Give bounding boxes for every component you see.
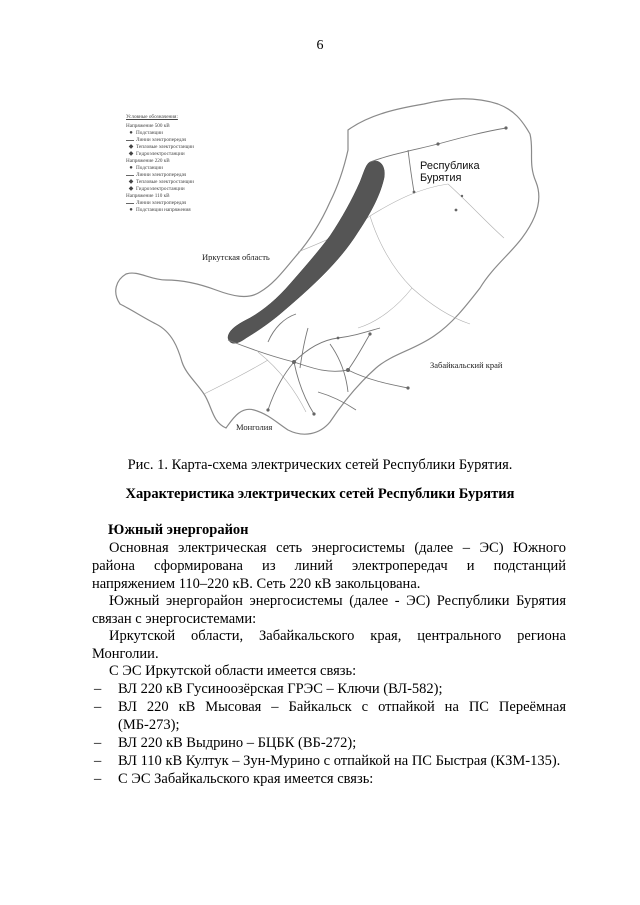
list-item-text: ВЛ 220 кВ Выдрино – БЦБК (ВБ-272); [118,735,357,751]
paragraph-line: Монголии. [92,646,159,662]
district-border [370,216,470,324]
paragraph-line: напряжением 110–220 кВ. Сеть 220 кВ закольцована. [92,576,421,592]
label-zabaikal: Забайкальский край [430,360,503,370]
list-item-text: С ЭС Забайкальского края имеется связь: [118,771,374,787]
section-heading: Характеристика электрических сетей Республики Бурятия [125,486,515,502]
district-border [358,288,412,328]
subheading: Южный энергорайон [108,522,249,538]
list-item [92,770,566,788]
line-symbol-icon [126,140,134,141]
paragraph-2 [92,592,566,628]
substation-symbol-icon: ● [129,130,133,136]
label-buryatia [420,160,480,184]
dash-marker: – [94,681,102,697]
legend-group-header: Напряжение 500 кВ [126,123,170,129]
paragraph-3 [92,627,566,663]
legend-item: Подстанции напряжения [136,207,191,213]
legend-title: Условные обозначения: [126,114,178,120]
label-irkutsk: Иркутская область [202,252,270,262]
legend-item: Подстанции [136,130,163,136]
list-item [92,698,566,734]
list-item-text: ВЛ 220 кВ Гусиноозёрская ГРЭС – Ключи (ВЛ-582); [118,681,443,697]
legend-item: Линии электропередач [136,137,187,143]
district-border [204,360,268,394]
substation-symbol-icon: ● [129,207,133,213]
bullet-list [92,680,566,788]
map-legend [126,114,246,214]
legend-item: Тепловые электростанции [136,179,194,185]
thermal-plant-icon: ◆ [128,179,134,185]
paragraph-line: Южный энергорайон энергосистемы (далее - ЭС) Республики Бурятия [109,593,566,609]
list-item-text: ВЛ 220 кВ Мысовая – Байкальск с отпайкой на ПС Переёмная (МБ-273); [118,699,566,733]
page-number: 6 [316,38,324,53]
legend-item: Подстанции [136,165,163,171]
hydro-plant-icon: ◆ [128,186,134,192]
paragraph-line: Основная электрическая сеть энергосистемы (далее – ЭС) Южного [109,540,566,556]
thermal-plant-icon: ◆ [128,144,134,150]
hydro-plant-icon: ◆ [128,151,134,157]
label-buryatia-line2: Бурятия [420,172,462,184]
list-item [92,680,566,698]
substation-symbol-icon: ● [129,165,133,171]
list-item [92,752,566,770]
label-mongolia: Монголия [236,422,273,432]
paragraph-line: связан с энергосистемами: [92,611,257,627]
dash-marker: – [94,753,102,769]
label-buryatia-line1: Республика [420,160,480,172]
list-item-text: ВЛ 110 кВ Култук – Зун-Мурино с отпайкой на ПС Быстрая (КЗМ-135). [118,753,561,769]
dash-marker: – [94,699,102,715]
paragraph-line: района сформирована из линий электропередач и подстанций [92,558,566,574]
line-symbol-icon [126,203,134,204]
dash-marker: – [94,735,102,751]
list-item [92,734,566,752]
legend-item: Линии электропередач [136,200,187,206]
legend-item: Гидроэлектростанции [136,151,185,157]
figure-caption: Рис. 1. Карта-схема электрических сетей Республики Бурятия. [127,457,513,473]
legend-item: Линии электропередач [136,172,187,178]
paragraph-4: С ЭС Иркутской области имеется связь: [109,663,357,679]
dash-marker: – [94,771,102,787]
legend-group-header: Напряжение 220 кВ [126,158,170,164]
legend-group-header: Напряжение 110 кВ [126,193,170,199]
map-figure [108,92,548,444]
legend-item: Тепловые электростанции [136,144,194,150]
line-symbol-icon [126,175,134,176]
paragraph-1 [92,539,566,593]
paragraph-line: Иркутской области, Забайкальского края, центрального региона [109,628,566,644]
legend-item: Гидроэлектростанции [136,186,185,192]
